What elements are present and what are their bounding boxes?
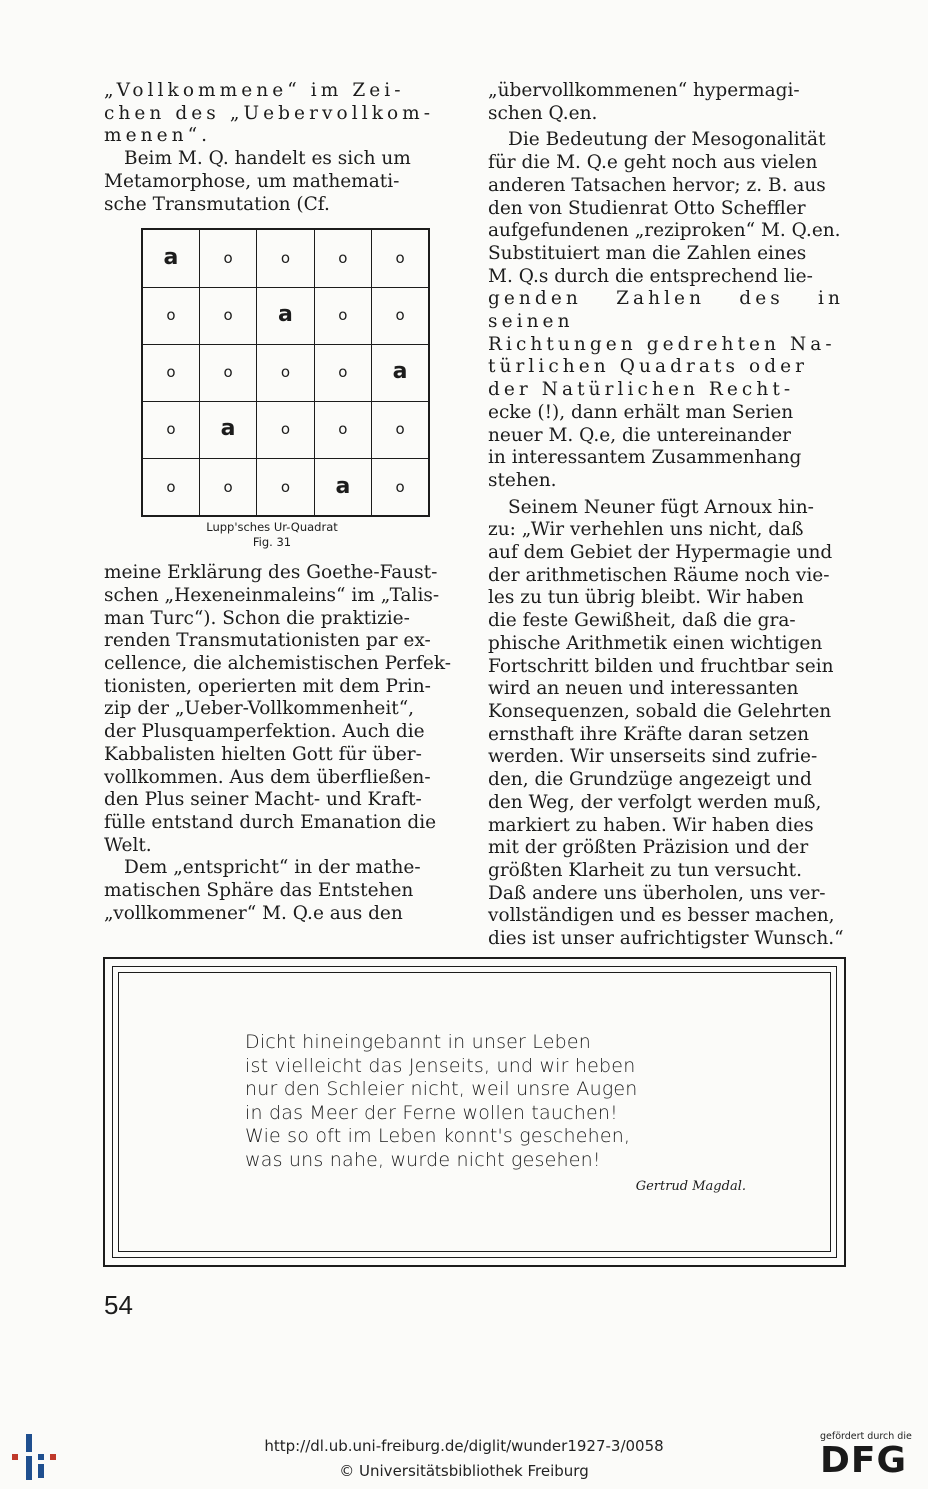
grid-cell: a xyxy=(372,344,429,401)
grid-cell: o xyxy=(199,458,256,516)
poem-line: nur den Schleier nicht, weil unsre Augen xyxy=(245,1078,638,1100)
text-line: Beim M. Q. handelt es sich um xyxy=(124,148,411,170)
text-line: meine Erklärung des Goethe-Faust- xyxy=(104,562,438,584)
grid-cell: o xyxy=(314,287,371,344)
grid-cell: a xyxy=(314,458,371,516)
grid-cell: o xyxy=(372,401,429,458)
left-paragraph-3 xyxy=(104,562,460,857)
poem-line: Wie so oft im Leben konnt's geschehen, xyxy=(245,1125,631,1147)
text-line: der Natürlichen Recht- xyxy=(488,379,795,401)
poem-line: ist vielleicht das Jenseits, und wir heben xyxy=(245,1054,636,1077)
text-line: man Turc“). Schon die praktizie- xyxy=(104,607,410,629)
text-line: größten Klarheit zu tun versucht. xyxy=(488,859,802,881)
text-line: anderen Tatsachen hervor; z. B. aus xyxy=(488,174,826,196)
text-line: die feste Gewißheit, daß die gra- xyxy=(488,610,796,632)
text-line: Welt. xyxy=(104,834,152,856)
dfg-tagline: gefördert durch die xyxy=(820,1431,912,1442)
footer-copyright: © Universitätsbibliothek Freiburg xyxy=(339,1462,589,1480)
text-line: den Weg, der verfolgt werden muß, xyxy=(488,791,822,813)
grid-cell: a xyxy=(257,287,314,344)
text-line: ernsthaft ihre Kräfte daran setzen xyxy=(488,723,810,745)
grid-cell: o xyxy=(372,458,429,516)
grid-cell: o xyxy=(314,344,371,401)
page-number: 54 xyxy=(104,1290,133,1320)
grid-cell: o xyxy=(314,401,371,458)
grid-row xyxy=(142,229,429,287)
text-line: Die Bedeutung der Mesogonalität xyxy=(508,129,826,151)
text-line: Richtungen gedrehten Na- xyxy=(488,333,836,355)
text-line: ecke (!), dann erhält man Serien xyxy=(488,401,794,423)
text-line: Metamorphose, um mathemati- xyxy=(104,170,400,192)
text-line: genden Zahlen des in seinen xyxy=(488,288,844,333)
poem-line: Dicht hineingebannt in unser Leben xyxy=(245,1031,592,1053)
right-paragraph-1 xyxy=(488,80,844,125)
poem-line: was uns nahe, wurde nicht gesehen! xyxy=(245,1148,601,1171)
text-line: Substituiert man die Zahlen eines xyxy=(488,242,807,264)
poem-line: in das Meer der Ferne wollen tauchen! xyxy=(245,1101,618,1124)
text-line: in interessantem Zusammenhang xyxy=(488,447,802,469)
text-line: dies ist unser aufrichtigster Wunsch.“ xyxy=(488,928,844,950)
text-line: türlichen Quadrats oder xyxy=(488,356,809,378)
right-paragraph-3 xyxy=(488,497,844,951)
poem-text xyxy=(245,1031,638,1172)
text-line: zip der „Ueber-Vollkommenheit“, xyxy=(104,698,415,720)
grid-cell: o xyxy=(372,229,429,287)
poem-frame xyxy=(103,957,846,1267)
grid-cell: a xyxy=(199,401,256,458)
grid-cell: o xyxy=(142,287,199,344)
text-line: Dem „entspricht“ in der mathe- xyxy=(124,857,421,879)
figure-lupp-square xyxy=(141,228,433,550)
figure-label: Fig. 31 xyxy=(252,535,292,550)
text-line: menen“. xyxy=(104,125,212,147)
grid-cell: o xyxy=(142,458,199,516)
text-line: Daß andere uns überholen, uns ver- xyxy=(488,882,826,904)
text-line: chen des „Uebervollkom- xyxy=(104,102,435,124)
text-line: werden. Wir unserseits sind zufrie- xyxy=(488,746,818,768)
poem-author: Gertrud Magdal. xyxy=(635,1179,746,1194)
footer-url-link[interactable]: http://dl.ub.uni-freiburg.de/diglit/wunder1927-3/0058 xyxy=(264,1437,664,1455)
grid-cell: o xyxy=(199,344,256,401)
text-line: für die M. Q.e geht noch aus vielen xyxy=(488,152,818,174)
text-line: „vollkommener“ M. Q.e aus den xyxy=(104,902,403,924)
text-line: markiert zu haben. Wir haben dies xyxy=(488,814,814,836)
left-paragraph-4 xyxy=(104,857,460,925)
text-line: der arithmetischen Räume noch vie- xyxy=(488,564,830,586)
grid-cell: a xyxy=(142,229,199,287)
grid-cell: o xyxy=(257,229,314,287)
text-line: phische Arithmetik einen wichtigen xyxy=(488,632,823,654)
text-line: les zu tun übrig bleibt. Wir haben xyxy=(488,587,804,609)
text-line: wird an neuen und interessanten xyxy=(488,678,799,700)
grid-cell: o xyxy=(314,229,371,287)
text-line: den, die Grundzüge angezeigt und xyxy=(488,769,812,791)
text-line: renden Transmutationisten par ex- xyxy=(104,630,431,652)
text-line: Fortschritt bilden und fruchtbar sein xyxy=(488,655,834,677)
left-paragraph-1 xyxy=(104,80,460,148)
text-line: tionisten, operierten mit dem Prin- xyxy=(104,675,431,697)
grid-cell: o xyxy=(257,344,314,401)
magic-square-grid xyxy=(141,228,430,517)
grid-cell: o xyxy=(142,344,199,401)
grid-cell: o xyxy=(257,401,314,458)
right-column xyxy=(488,80,844,951)
grid-row xyxy=(142,458,429,516)
grid-cell: o xyxy=(372,287,429,344)
text-line: schen „Hexeneinmaleins“ im „Talis- xyxy=(104,584,440,606)
grid-cell: o xyxy=(257,458,314,516)
text-line: „übervollkommenen“ hypermagi- xyxy=(488,80,800,101)
text-line: vollkommen. Aus dem überfließen- xyxy=(104,766,431,788)
text-line: der Plusquamperfektion. Auch die xyxy=(104,721,425,743)
left-paragraph-2 xyxy=(104,148,460,216)
text-line: sche Transmutation (Cf. xyxy=(104,193,330,215)
text-line: vollständigen und es besser machen, xyxy=(488,905,835,927)
right-paragraph-2 xyxy=(488,129,844,492)
text-line: auf dem Gebiet der Hypermagie und xyxy=(488,542,833,564)
left-column xyxy=(104,80,460,925)
text-line: zu: „Wir verhehlen uns nicht, daß xyxy=(488,519,804,541)
text-line: Kabbalisten hielten Gott für über- xyxy=(104,743,422,765)
grid-cell: o xyxy=(199,287,256,344)
text-line: „Vollkommene“ im Zei- xyxy=(104,80,405,101)
text-line: stehen. xyxy=(488,469,557,491)
text-line: Konsequenzen, sobald die Gelehrten xyxy=(488,700,832,722)
grid-row xyxy=(142,401,429,458)
grid-cell: o xyxy=(142,401,199,458)
dfg-logo: DFG xyxy=(820,1440,908,1481)
text-line: mit der größten Präzision und der xyxy=(488,837,809,859)
text-line: M. Q.s durch die entsprechend lie- xyxy=(488,265,813,287)
text-line: matischen Sphäre das Entstehen xyxy=(104,880,414,902)
text-line: schen Q.en. xyxy=(488,102,598,124)
text-line: cellence, die alchemistischen Perfek- xyxy=(104,653,451,675)
text-line: den Plus seiner Macht- und Kraft- xyxy=(104,789,422,811)
text-line: den von Studienrat Otto Scheffler xyxy=(488,197,806,219)
text-line: Seinem Neuner fügt Arnoux hin- xyxy=(508,496,814,518)
text-line: fülle entstand durch Emanation die xyxy=(104,811,437,833)
grid-row xyxy=(142,344,429,401)
grid-row xyxy=(142,287,429,344)
figure-caption: Lupp'sches Ur-Quadrat xyxy=(206,520,338,535)
grid-cell: o xyxy=(199,229,256,287)
text-line: aufgefundenen „reziproken“ M. Q.en. xyxy=(488,220,841,242)
text-line: neuer M. Q.e, die untereinander xyxy=(488,424,791,446)
